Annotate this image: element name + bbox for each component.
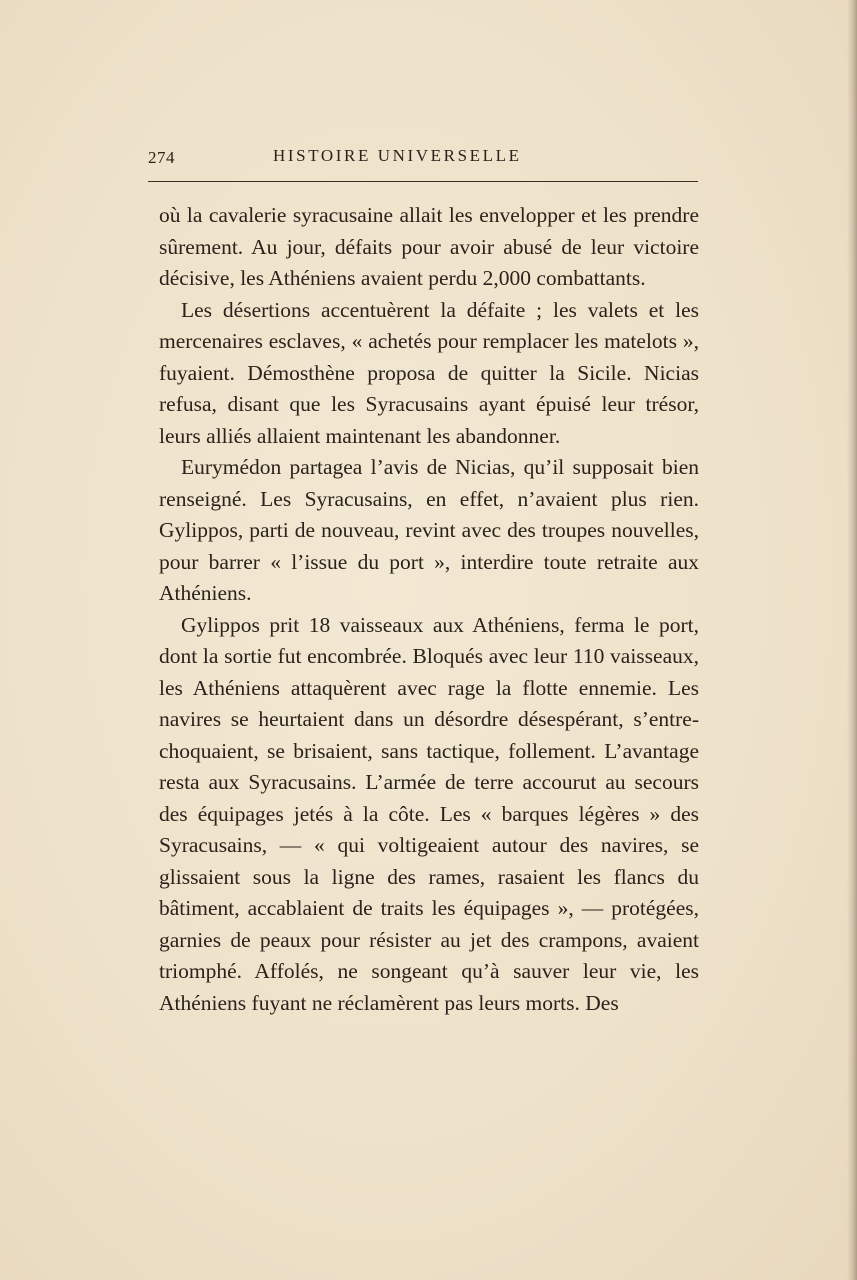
paragraph: Eurymédon partagea l’avis de Nicias, qu’il supposait bien renseigné. Les Syracusains, en effet, n’avaient plus rien. Gylippos, parti de nouveau, revint avec des troupes nouvelles, pour barrer « l’issue du port », interdire toute retraite aux Athéniens. [159, 455, 699, 605]
page-edge-shadow [847, 0, 857, 1280]
paragraph: Gylippos prit 18 vaisseaux aux Athéniens, ferma le port, dont la sortie fut encombrée. Bloqués avec leur 110 vaisseaux, les Athéniens attaquèrent avec rage la flotte ennemie. Les navires se heurtaient dans un désordre désespérant, s’entre-choquaient, se brisaient, sans tactique, follement. L’avantage resta aux Syracusains. L’armée de terre accourut au secours des équipages jetés à la côte. Les « barques légères » des Syracusains, — « qui voltigeaient autour des navires, se glissaient sous la ligne des rames, rasaient les flancs du bâtiment, accablaient de traits les équipages », — protégées, garnies de peaux pour résister au jet des crampons, avaient triomphé. Affolés, ne songeant qu’à sauver leur vie, les Athéniens fuyant ne réclamèrent pas leurs morts. Des [159, 612, 699, 1015]
header-rule [148, 181, 698, 182]
running-title: HISTOIRE UNIVERSELLE [273, 146, 522, 165]
body-text [159, 200, 699, 1019]
page-header [148, 142, 698, 172]
page-number: 274 [148, 148, 175, 167]
paragraph: où la cavalerie syracusaine allait les envelopper et les prendre sûrement. Au jour, défaits pour avoir abusé de leur victoire décisive, les Athéniens avaient perdu 2,000 combattants. [159, 203, 699, 290]
paragraph: Les désertions accentuèrent la défaite ; les valets et les mercenaires esclaves, « achetés pour remplacer les matelots », fuyaient. Démosthène proposa de quitter la Sicile. Nicias refusa, disant que les Syracusains ayant épuisé leur trésor, leurs alliés allaient maintenant les abandonner. [159, 297, 699, 448]
